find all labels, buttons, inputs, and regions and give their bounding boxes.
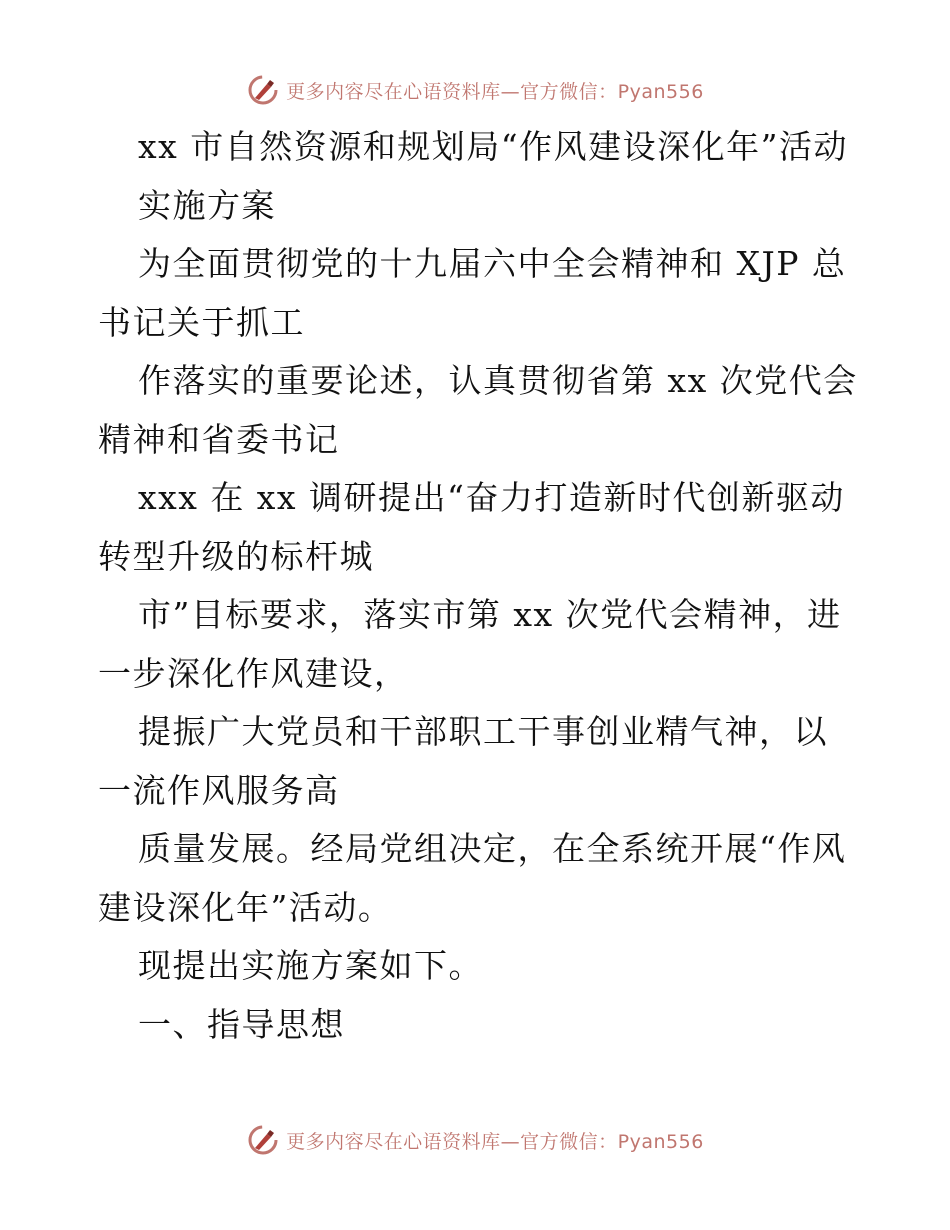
watermark-text: 更多内容尽在心语资料库—官方微信：Pyan556 xyxy=(286,80,704,103)
watermark-text: 更多内容尽在心语资料库—官方微信：Pyan556 xyxy=(286,1130,704,1153)
doc-subtitle: 实施方案 xyxy=(138,185,276,225)
footer-watermark-banner xyxy=(0,1120,950,1160)
doc-paragraph: 现提出实施方案如下。 xyxy=(138,946,483,985)
brush-pen-logo-icon xyxy=(246,73,280,107)
doc-paragraph: 为全面贯彻党的十九届六中全会精神和 XJP 总书记关于抓工 xyxy=(98,244,847,342)
doc-paragraph: 质量发展。经局党组决定，在全系统开展“作风建设深化年”活动。 xyxy=(98,829,847,927)
doc-paragraph: xxx 在 xx 调研提出“奋力打造新时代创新驱动转型升级的标杆城 xyxy=(98,478,845,576)
doc-paragraph: 提振广大党员和干部职工干事创业精气神，以一流作风服务高 xyxy=(98,712,828,810)
brush-pen-logo-icon xyxy=(246,1123,280,1157)
doc-paragraph: 市”目标要求，落实市第 xx 次党代会精神，进一步深化作风建设， xyxy=(98,595,842,693)
section-heading: 一、指导思想 xyxy=(138,1004,345,1044)
document-body xyxy=(98,118,858,1054)
doc-paragraph: 作落实的重要论述，认真贯彻省第 xx 次党代会精神和省委书记 xyxy=(98,361,858,459)
header-watermark-banner xyxy=(0,70,950,110)
doc-title-line: xx 市自然资源和规划局“作风建设深化年”活动 xyxy=(138,127,848,166)
